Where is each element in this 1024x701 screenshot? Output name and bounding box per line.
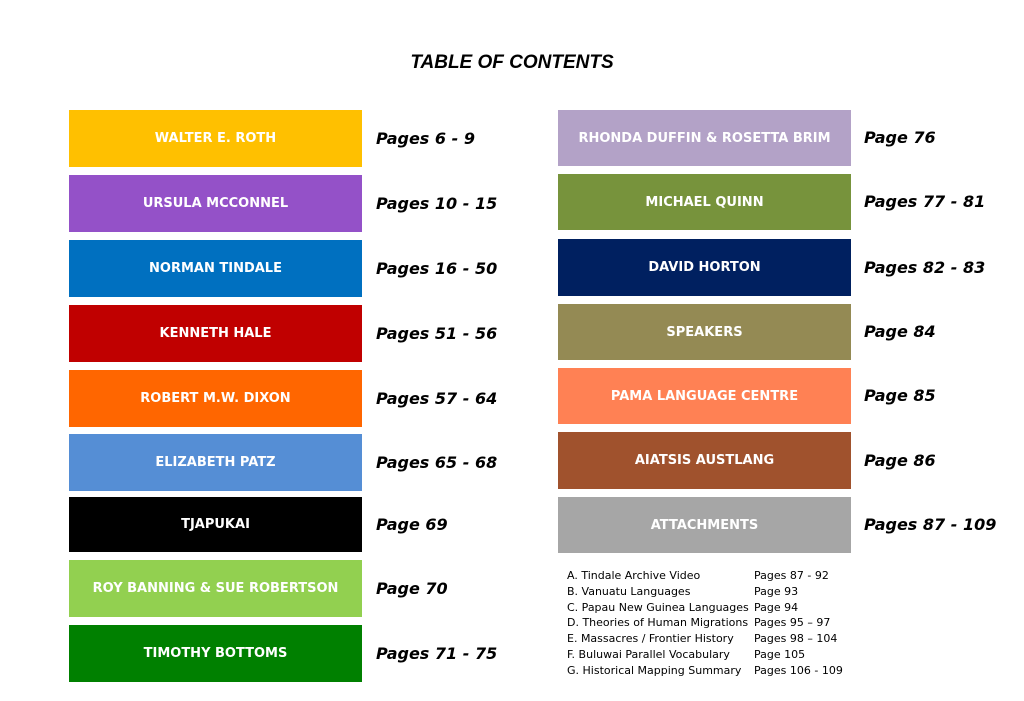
toc-entry-aiatsis-austlang[interactable] xyxy=(558,432,851,489)
toc-entry-label: ATTACHMENTS xyxy=(650,517,759,533)
toc-entry-label: NORMAN TINDALE xyxy=(149,261,282,276)
toc-entry-pages: Pages 77 - 81 xyxy=(864,192,986,211)
toc-entry-norman-tindale[interactable] xyxy=(69,240,362,297)
attachment-pages: Pages 87 - 92 xyxy=(754,569,829,582)
attachment-pages: Pages 106 - 109 xyxy=(754,663,843,677)
toc-entry-pages: Pages 10 - 15 xyxy=(376,193,498,213)
toc-entry-label: URSULA MCCONNEL xyxy=(142,196,289,211)
toc-entry-pages: Pages 87 - 109 xyxy=(864,515,997,534)
toc-entry-label: WALTER E. ROTH xyxy=(154,131,277,146)
toc-entry-label: ROY BANNING & SUE ROBERTSON xyxy=(92,581,339,596)
attachment-label: A. Tindale Archive Video xyxy=(567,569,701,582)
attachment-pages: Page 94 xyxy=(754,600,799,614)
toc-entry-ursula-mcconnel[interactable] xyxy=(69,175,362,232)
attachment-label: F. Buluwai Parallel Vocabulary xyxy=(567,647,730,661)
attachment-label: B. Vanuatu Languages xyxy=(567,584,691,598)
toc-entry-pages: Page 70 xyxy=(376,578,448,598)
attachment-pages: Pages 95 – 97 xyxy=(754,616,831,630)
attachment-item xyxy=(567,663,867,679)
attachment-item xyxy=(567,615,867,631)
toc-entry-label: TJAPUKAI xyxy=(181,517,250,532)
page-title: TABLE OF CONTENTS xyxy=(410,52,614,73)
attachment-item xyxy=(567,568,867,584)
attachment-item xyxy=(567,600,867,616)
toc-entry-pages: Pages 65 - 68 xyxy=(376,452,498,472)
toc-entry-pages: Pages 51 - 56 xyxy=(376,323,498,343)
toc-entry-rhonda-duffin-rosetta-brim[interactable] xyxy=(558,110,851,166)
toc-entry-attachments[interactable] xyxy=(558,497,851,553)
toc-entry-pages: Page 84 xyxy=(864,322,936,341)
attachment-item xyxy=(567,584,867,600)
toc-entry-label: ROBERT M.W. DIXON xyxy=(140,391,291,406)
attachment-pages: Pages 98 – 104 xyxy=(754,632,838,646)
attachment-label: G. Historical Mapping Summary xyxy=(567,663,742,677)
toc-entry-walter-e-roth[interactable] xyxy=(69,110,362,167)
toc-entry-pages: Page 86 xyxy=(864,450,936,470)
toc-entry-elizabeth-patz[interactable] xyxy=(69,434,362,491)
attachment-item xyxy=(567,647,867,663)
toc-entry-tjapukai[interactable] xyxy=(69,497,362,552)
toc-entry-label: ELIZABETH PATZ xyxy=(155,455,276,470)
toc-entry-pages: Page 69 xyxy=(376,514,448,534)
attachment-label: E. Massacres / Frontier History xyxy=(567,632,734,646)
toc-entry-label: TIMOTHY BOTTOMS xyxy=(143,646,288,661)
toc-entry-pages: Pages 71 - 75 xyxy=(376,643,498,663)
toc-entry-pages: Page 76 xyxy=(864,128,936,147)
toc-entry-label: SPEAKERS xyxy=(666,324,743,340)
toc-entry-label: KENNETH HALE xyxy=(159,326,272,341)
attachment-label: D. Theories of Human Migrations xyxy=(567,616,749,630)
attachment-pages: Page 93 xyxy=(754,584,799,598)
toc-entry-speakers[interactable] xyxy=(558,304,851,360)
toc-entry-kenneth-hale[interactable] xyxy=(69,305,362,362)
attachment-pages: Page 105 xyxy=(754,647,806,661)
toc-entry-label: AIATSIS AUSTLANG xyxy=(634,453,775,468)
toc-entry-label: RHONDA DUFFIN & ROSETTA BRIM xyxy=(578,130,831,146)
attachments-list xyxy=(567,568,867,679)
toc-entry-pages: Pages 82 - 83 xyxy=(864,257,986,277)
attachment-item xyxy=(567,631,867,647)
toc-entry-roy-banning-sue-robertson[interactable] xyxy=(69,560,362,617)
attachment-label: C. Papau New Guinea Languages xyxy=(567,600,749,614)
toc-entry-pages: Pages 16 - 50 xyxy=(376,258,498,278)
toc-entry-michael-quinn[interactable] xyxy=(558,174,851,230)
toc-entry-pages: Pages 6 - 9 xyxy=(376,128,475,148)
toc-entry-label: MICHAEL QUINN xyxy=(645,194,764,210)
toc-entry-robert-m-w-dixon[interactable] xyxy=(69,370,362,427)
toc-entry-timothy-bottoms[interactable] xyxy=(69,625,362,682)
toc-entry-pama-language-centre[interactable] xyxy=(558,368,851,424)
toc-entry-label: PAMA LANGUAGE CENTRE xyxy=(610,388,799,404)
toc-entry-pages: Page 85 xyxy=(864,386,936,405)
toc-entry-pages: Pages 57 - 64 xyxy=(376,388,498,408)
toc-entry-label: DAVID HORTON xyxy=(648,260,761,275)
toc-entry-david-horton[interactable] xyxy=(558,239,851,296)
